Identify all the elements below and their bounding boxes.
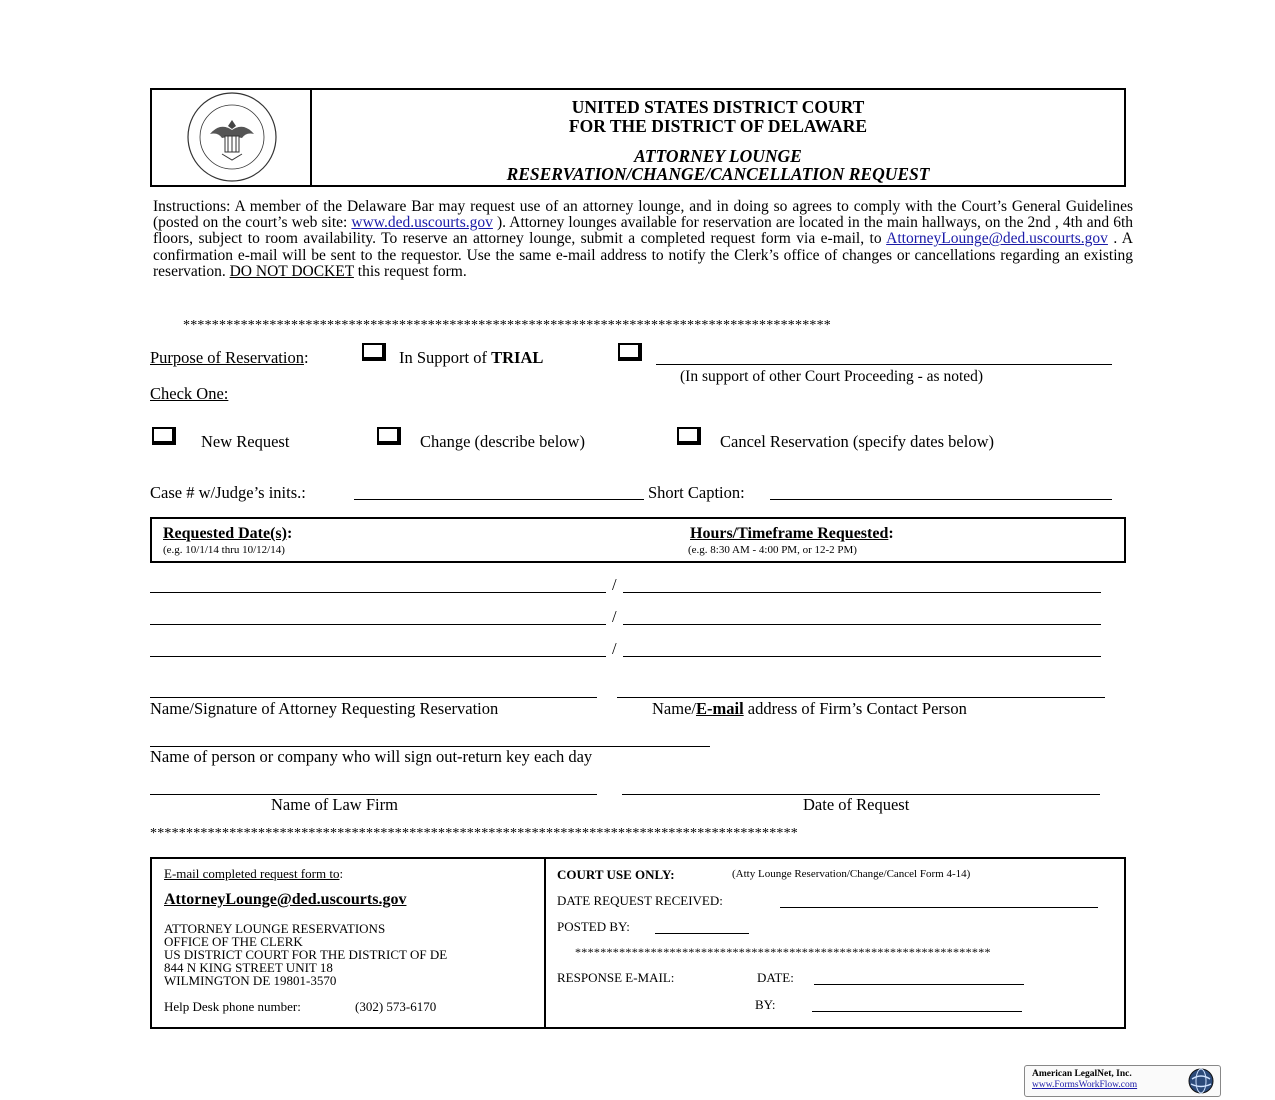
other-proceeding-field[interactable]	[656, 364, 1112, 365]
posted-by-field[interactable]	[655, 933, 749, 934]
key-person-label: Name of person or company who will sign out-return key each day	[150, 747, 593, 766]
firm-contact-prefix: Name/	[652, 699, 696, 718]
law-firm-label: Name of Law Firm	[271, 795, 398, 814]
firm-contact-suffix: address of Firm’s Contact Person	[743, 699, 967, 718]
response-date-label: DATE:	[757, 970, 794, 985]
do-not-docket: DO NOT DOCKET	[229, 262, 354, 280]
change-label: Change (describe below)	[420, 432, 585, 451]
submission-email[interactable]: AttorneyLounge@ded.uscourts.gov	[164, 891, 407, 908]
purpose-colon: :	[303, 348, 309, 367]
help-desk-label: Help Desk phone number:	[164, 999, 301, 1014]
help-desk-phone: (302) 573-6170	[355, 999, 437, 1014]
date-slash-2: /	[612, 607, 617, 626]
attorney-lounge-email-link[interactable]: AttorneyLounge@ded.uscourts.gov	[886, 230, 1108, 248]
court-website-link[interactable]: www.ded.uscourts.gov	[351, 214, 493, 232]
instructions-text-2: ). Attorney lounges available for reservation are located in the main hallways, on the 2nd , 4th and 6th floors, subject to room availability. To reserve an attorney lounge, submit a completed request form via e-mail, to	[153, 214, 1133, 248]
address-line-4: 844 N KING STREET UNIT 18	[164, 960, 333, 975]
purpose-label	[150, 348, 309, 368]
new-request-checkbox[interactable]	[152, 427, 176, 445]
check-one-label: Check One:	[150, 384, 229, 403]
separator-bottom: ******************************************************************************************	[150, 826, 798, 841]
submission-info	[152, 859, 546, 1027]
form-title: ATTORNEY LOUNGE	[634, 146, 802, 166]
address-line-5: WILMINGTON DE 19801-3570	[164, 973, 337, 988]
separator-top: ******************************************************************************************	[183, 318, 831, 333]
legalnet-logo	[1024, 1065, 1221, 1097]
court-name: UNITED STATES DISTRICT COURT	[571, 97, 865, 117]
response-by-field[interactable]	[812, 1011, 1022, 1012]
logo-company: American LegalNet, Inc.	[1032, 1069, 1132, 1079]
firm-contact-label	[652, 699, 967, 719]
attorney-signature-label: Name/Signature of Attorney Requesting Reservation	[150, 699, 499, 718]
hours-field-2[interactable]	[623, 624, 1101, 625]
case-number-label: Case # w/Judge’s inits.:	[150, 483, 306, 502]
dates-table-header	[150, 517, 1126, 563]
short-caption-field[interactable]	[770, 499, 1112, 500]
date-received-field[interactable]	[780, 907, 1098, 908]
email-to-label: E-mail completed request form to:	[164, 866, 344, 881]
short-caption-label: Short Caption:	[648, 483, 745, 502]
hours-header: Hours/Timeframe Requested:	[690, 525, 894, 542]
logo-url[interactable]: www.FormsWorkFlow.com	[1032, 1080, 1138, 1090]
date-slash-1: /	[612, 575, 617, 594]
date-field-1[interactable]	[150, 592, 606, 593]
other-proceeding-checkbox[interactable]	[618, 343, 642, 361]
form-header	[150, 88, 1126, 187]
date-field-3[interactable]	[150, 656, 606, 657]
address-line-1: ATTORNEY LOUNGE RESERVATIONS	[164, 921, 386, 936]
instructions-text-3: . A confirmation e-mail will be sent to the requestor. Use the same e-mail address to notify the Clerk’s office of changes or cancellations regarding an existing reservation.	[153, 230, 1134, 280]
court-use-separator: ******************************************************************	[575, 945, 991, 959]
firm-contact-email: E-mail	[695, 699, 744, 718]
hours-header-text: Hours/Timeframe Requested	[690, 525, 889, 542]
court-district: FOR THE DISTRICT OF DELAWARE	[568, 116, 868, 136]
response-email-label: RESPONSE E-MAIL:	[557, 970, 675, 985]
requested-dates-header: Requested Date(s):	[163, 525, 293, 542]
posted-by-label: POSTED BY:	[557, 919, 630, 934]
trial-checkbox[interactable]	[362, 343, 386, 361]
response-by-label: BY:	[755, 997, 776, 1012]
trial-bold: TRIAL	[491, 348, 544, 367]
address-line-3: US DISTRICT COURT FOR THE DISTRICT OF DE	[164, 947, 448, 962]
address-line-2: OFFICE OF THE CLERK	[164, 934, 303, 949]
cancel-label: Cancel Reservation (specify dates below)	[720, 432, 994, 451]
globe-icon	[1187, 1067, 1215, 1095]
seal-cell	[152, 90, 312, 185]
footer-box	[150, 857, 1126, 1029]
response-date-field[interactable]	[814, 984, 1024, 985]
cancel-checkbox[interactable]	[677, 427, 701, 445]
trial-prefix: In Support of	[399, 348, 492, 367]
hours-field-1[interactable]	[623, 592, 1101, 593]
court-use-only: COURT USE ONLY:	[557, 867, 675, 882]
other-proceeding-note: (In support of other Court Proceeding - as noted)	[680, 368, 984, 385]
date-slash-3: /	[612, 639, 617, 658]
hours-field-3[interactable]	[623, 656, 1101, 657]
purpose-label-text: Purpose of Reservation	[150, 348, 304, 367]
date-of-request-label: Date of Request	[803, 795, 910, 814]
form-id: (Atty Lounge Reservation/Change/Cancel Form 4-14)	[732, 868, 971, 880]
trial-label	[399, 348, 543, 368]
instructions	[153, 199, 1133, 280]
email-to-text: E-mail completed request form to	[164, 866, 340, 881]
date-received-label: DATE REQUEST RECEIVED:	[557, 893, 723, 908]
attorney-signature-field[interactable]	[150, 697, 597, 698]
firm-contact-field[interactable]	[617, 697, 1105, 698]
date-field-2[interactable]	[150, 624, 606, 625]
new-request-label: New Request	[201, 432, 290, 451]
hours-example: (e.g. 8:30 AM - 4:00 PM, or 12-2 PM)	[688, 544, 857, 556]
instructions-text-4: this request form.	[353, 262, 467, 280]
court-seal-icon	[152, 90, 310, 185]
instructions-text-1: Instructions: A member of the Delaware Bar may request use of an attorney lounge, and in doing so agrees to comply with the Court’s General Guidelines (posted on the court’s web site:	[153, 198, 1133, 232]
form-subtitle: RESERVATION/CHANGE/CANCELLATION REQUEST	[506, 164, 930, 184]
requested-dates-text: Requested Date(s)	[163, 525, 287, 542]
requested-dates-example: (e.g. 10/1/14 thru 10/12/14)	[163, 544, 285, 556]
change-checkbox[interactable]	[377, 427, 401, 445]
case-number-field[interactable]	[354, 499, 644, 500]
